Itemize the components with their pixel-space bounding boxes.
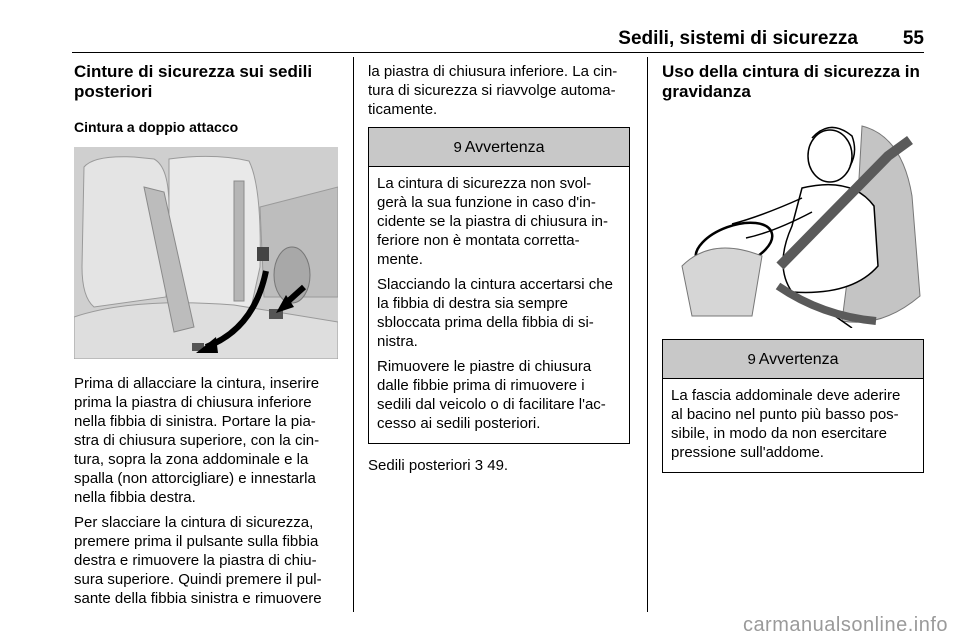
reference-page: 49. xyxy=(487,457,509,474)
column-3-warning xyxy=(662,339,926,473)
warning-icon: 9 xyxy=(453,138,462,156)
warning-paragraph: La cintura di sicurezza non svol-gerà la sua funzione in caso d'in-cidente se la piastra di chiusura in-feriore non è montata corretta-mente. xyxy=(377,175,608,268)
warning-header-1 xyxy=(369,128,629,167)
warning-body-2 xyxy=(663,379,923,472)
page-number: 55 xyxy=(902,28,924,49)
footer-brand: carmanualsonline.info xyxy=(742,614,948,636)
column-divider-1 xyxy=(353,57,354,612)
warning-icon: 9 xyxy=(747,350,756,368)
paragraph-fasten: Prima di allacciare la cintura, inserire prima la piastra di chiusura inferiore nella fibbia di sinistra. Portare la pia-stra di chiusura superiore, con la cin-tura, sopra la zona addominale e la spalla (non attorcigliare) e innestarla nella fibbia destra. xyxy=(74,375,320,506)
section-title-rear-belts: Cinture di sicurezza sui sedili posteriori xyxy=(74,62,313,101)
section-title-pregnancy: Uso della cintura di sicurezza in gravidanza xyxy=(662,62,920,101)
warning-paragraph: Slacciando la cintura accertarsi che la fibbia di destra sia sempre sbloccata prima della fibbia di si-nistra. xyxy=(377,276,613,350)
warning-body-1 xyxy=(369,167,629,443)
header-title: Sedili, sistemi di sicurezza xyxy=(618,28,858,49)
column-3 xyxy=(662,62,926,102)
warning-box-1 xyxy=(368,127,630,444)
subtitle-two-point-belt: Cintura a doppio attacco xyxy=(74,119,239,135)
reference-arrow-icon: 3 xyxy=(474,457,484,474)
column-divider-2 xyxy=(647,57,648,612)
warning-title: Avvertenza xyxy=(464,138,545,156)
warning-box-2 xyxy=(662,339,924,473)
column-2 xyxy=(368,62,632,481)
rear-seat-belt-drawing xyxy=(74,147,338,359)
pregnant-driver-drawing xyxy=(662,116,924,328)
reference-text: Sedili posteriori xyxy=(368,457,471,474)
rear-seat-belt-illustration xyxy=(74,147,338,359)
pregnant-driver-illustration xyxy=(662,116,924,328)
paragraph-unfasten: Per slacciare la cintura di sicurezza, premere prima il pulsante sulla fibbia destra e rimuovere la piastra di chiu-sura superiore. Quindi premere il pul-sante della fibbia sinistra e rimuovere xyxy=(74,514,322,607)
warning-title: Avvertenza xyxy=(758,350,839,368)
column-1-text xyxy=(74,374,340,614)
warning-paragraph: Rimuovere le piastre di chiusura dalle fibbie prima di rimuovere i sedili dal veicolo o di facilitare l'ac-cesso ai sedili posteriori. xyxy=(377,358,606,432)
header-rule xyxy=(72,52,924,53)
warning-header-2 xyxy=(663,340,923,379)
paragraph-continuation: la piastra di chiusura inferiore. La cin-tura di sicurezza si riavvolge automa-ticamente. xyxy=(368,63,618,118)
cross-reference xyxy=(368,456,632,475)
column-1 xyxy=(74,62,340,136)
warning-paragraph: La fascia addominale deve aderire al bacino nel punto più basso pos-sibile, in modo da non esercitare pressione sull'addome. xyxy=(671,387,901,461)
